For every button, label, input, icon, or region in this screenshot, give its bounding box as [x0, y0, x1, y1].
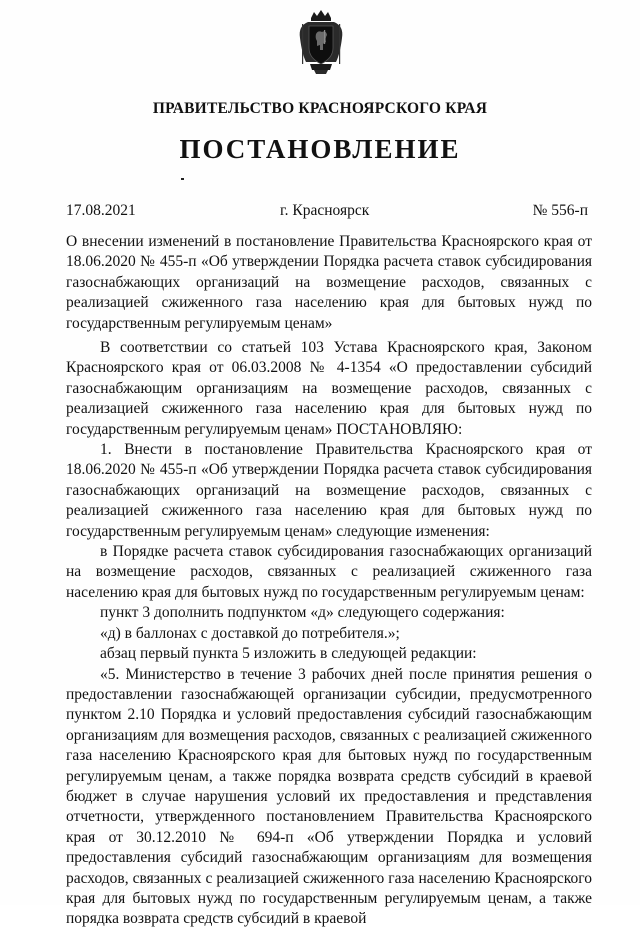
body-paragraph-preamble: В соответствии со статьей 103 Устава Красноярского края, Законом Красноярского края от 06.03.2008 № 4-1354 «О предоставлении субсидий газоснабжающим организациям на возмещение расходов, связанных с реализацией сжиженного газа населению края для бытовых нужд по государственным регулируемым ценам» ПОСТАНОВЛЯЮ:: [66, 339, 592, 438]
document-type-heading: ПОСТАНОВЛЕНИЕ: [179, 134, 461, 164]
coat-of-arms-icon: [296, 8, 346, 76]
government-title: ПРАВИТЕЛЬСТВО КРАСНОЯРСКОГО КРАЯ: [152, 100, 488, 117]
body-paragraph-item-1: 1. Внести в постановление Правительства Красноярского края от 18.06.2020 № 455-п «Об утверждении Порядка расчета ставок субсидирования газоснабжающих организаций на возмещение расходов, связанных с реализацией сжиженного газа населению края для бытовых нужд по государственным регулируемым ценам» следующие изменения:: [66, 441, 592, 540]
document-body: [66, 338, 592, 930]
document-date: 17.08.2021: [66, 202, 136, 219]
body-paragraph-subpoint-d: «д) в баллонах с доставкой до потребителя.»;: [100, 624, 400, 642]
decorative-mark: [181, 178, 184, 180]
body-paragraph-amendment: в Порядке расчета ставок субсидирования газоснабжающих организаций на возмещение расходов, связанных с реализацией сжиженного газа населению края для бытовых нужд по государственным регулируемым ценам:: [66, 543, 592, 601]
document-subject: О внесении изменений в постановление Правительства Красноярского края от 18.06.2020 № 455-п «Об утверждении Порядка расчета ставок субсидирования газоснабжающих организаций на возмещение расходов, связанных с реализацией сжиженного газа населению края для бытовых нужд по государственным регулируемым ценам»: [66, 233, 592, 332]
document-meta-row: [66, 202, 588, 222]
body-paragraph-point-3: пункт 3 дополнить подпунктом «д» следующего содержания:: [100, 604, 505, 622]
document-number: № 556-п: [532, 202, 588, 219]
document-city: г. Красноярск: [280, 202, 370, 219]
body-paragraph-point-5-intro: абзац первый пункта 5 изложить в следующей редакции:: [100, 645, 477, 663]
body-paragraph-point-5-text: «5. Министерство в течение 3 рабочих дней после принятия решения о предоставлении газоснабжающей организации субсидии, предусмотренного пунктом 2.10 Порядка и условий предоставления субсидий газоснабжающим организациям для возмещения расходов, связанных с реализацией сжиженного газа населению Красноярского края для бытовых нужд по государственным регулируемым ценам, а также порядка возврата средств субсидий в краевой бюджет в случае нарушения условий их предоставления и представления отчетности, утвержденного постановлением Правительства Красноярского края от 30.12.2010 № 694-п «Об утверждении Порядка и условий предоставления субсидий газоснабжающим организациям для возмещения расходов, связанных с реализацией сжиженного газа населению Красноярского края для бытовых нужд по государственным регулируемым ценам, а также порядка возврата средств субсидий в краевой: [66, 665, 592, 928]
